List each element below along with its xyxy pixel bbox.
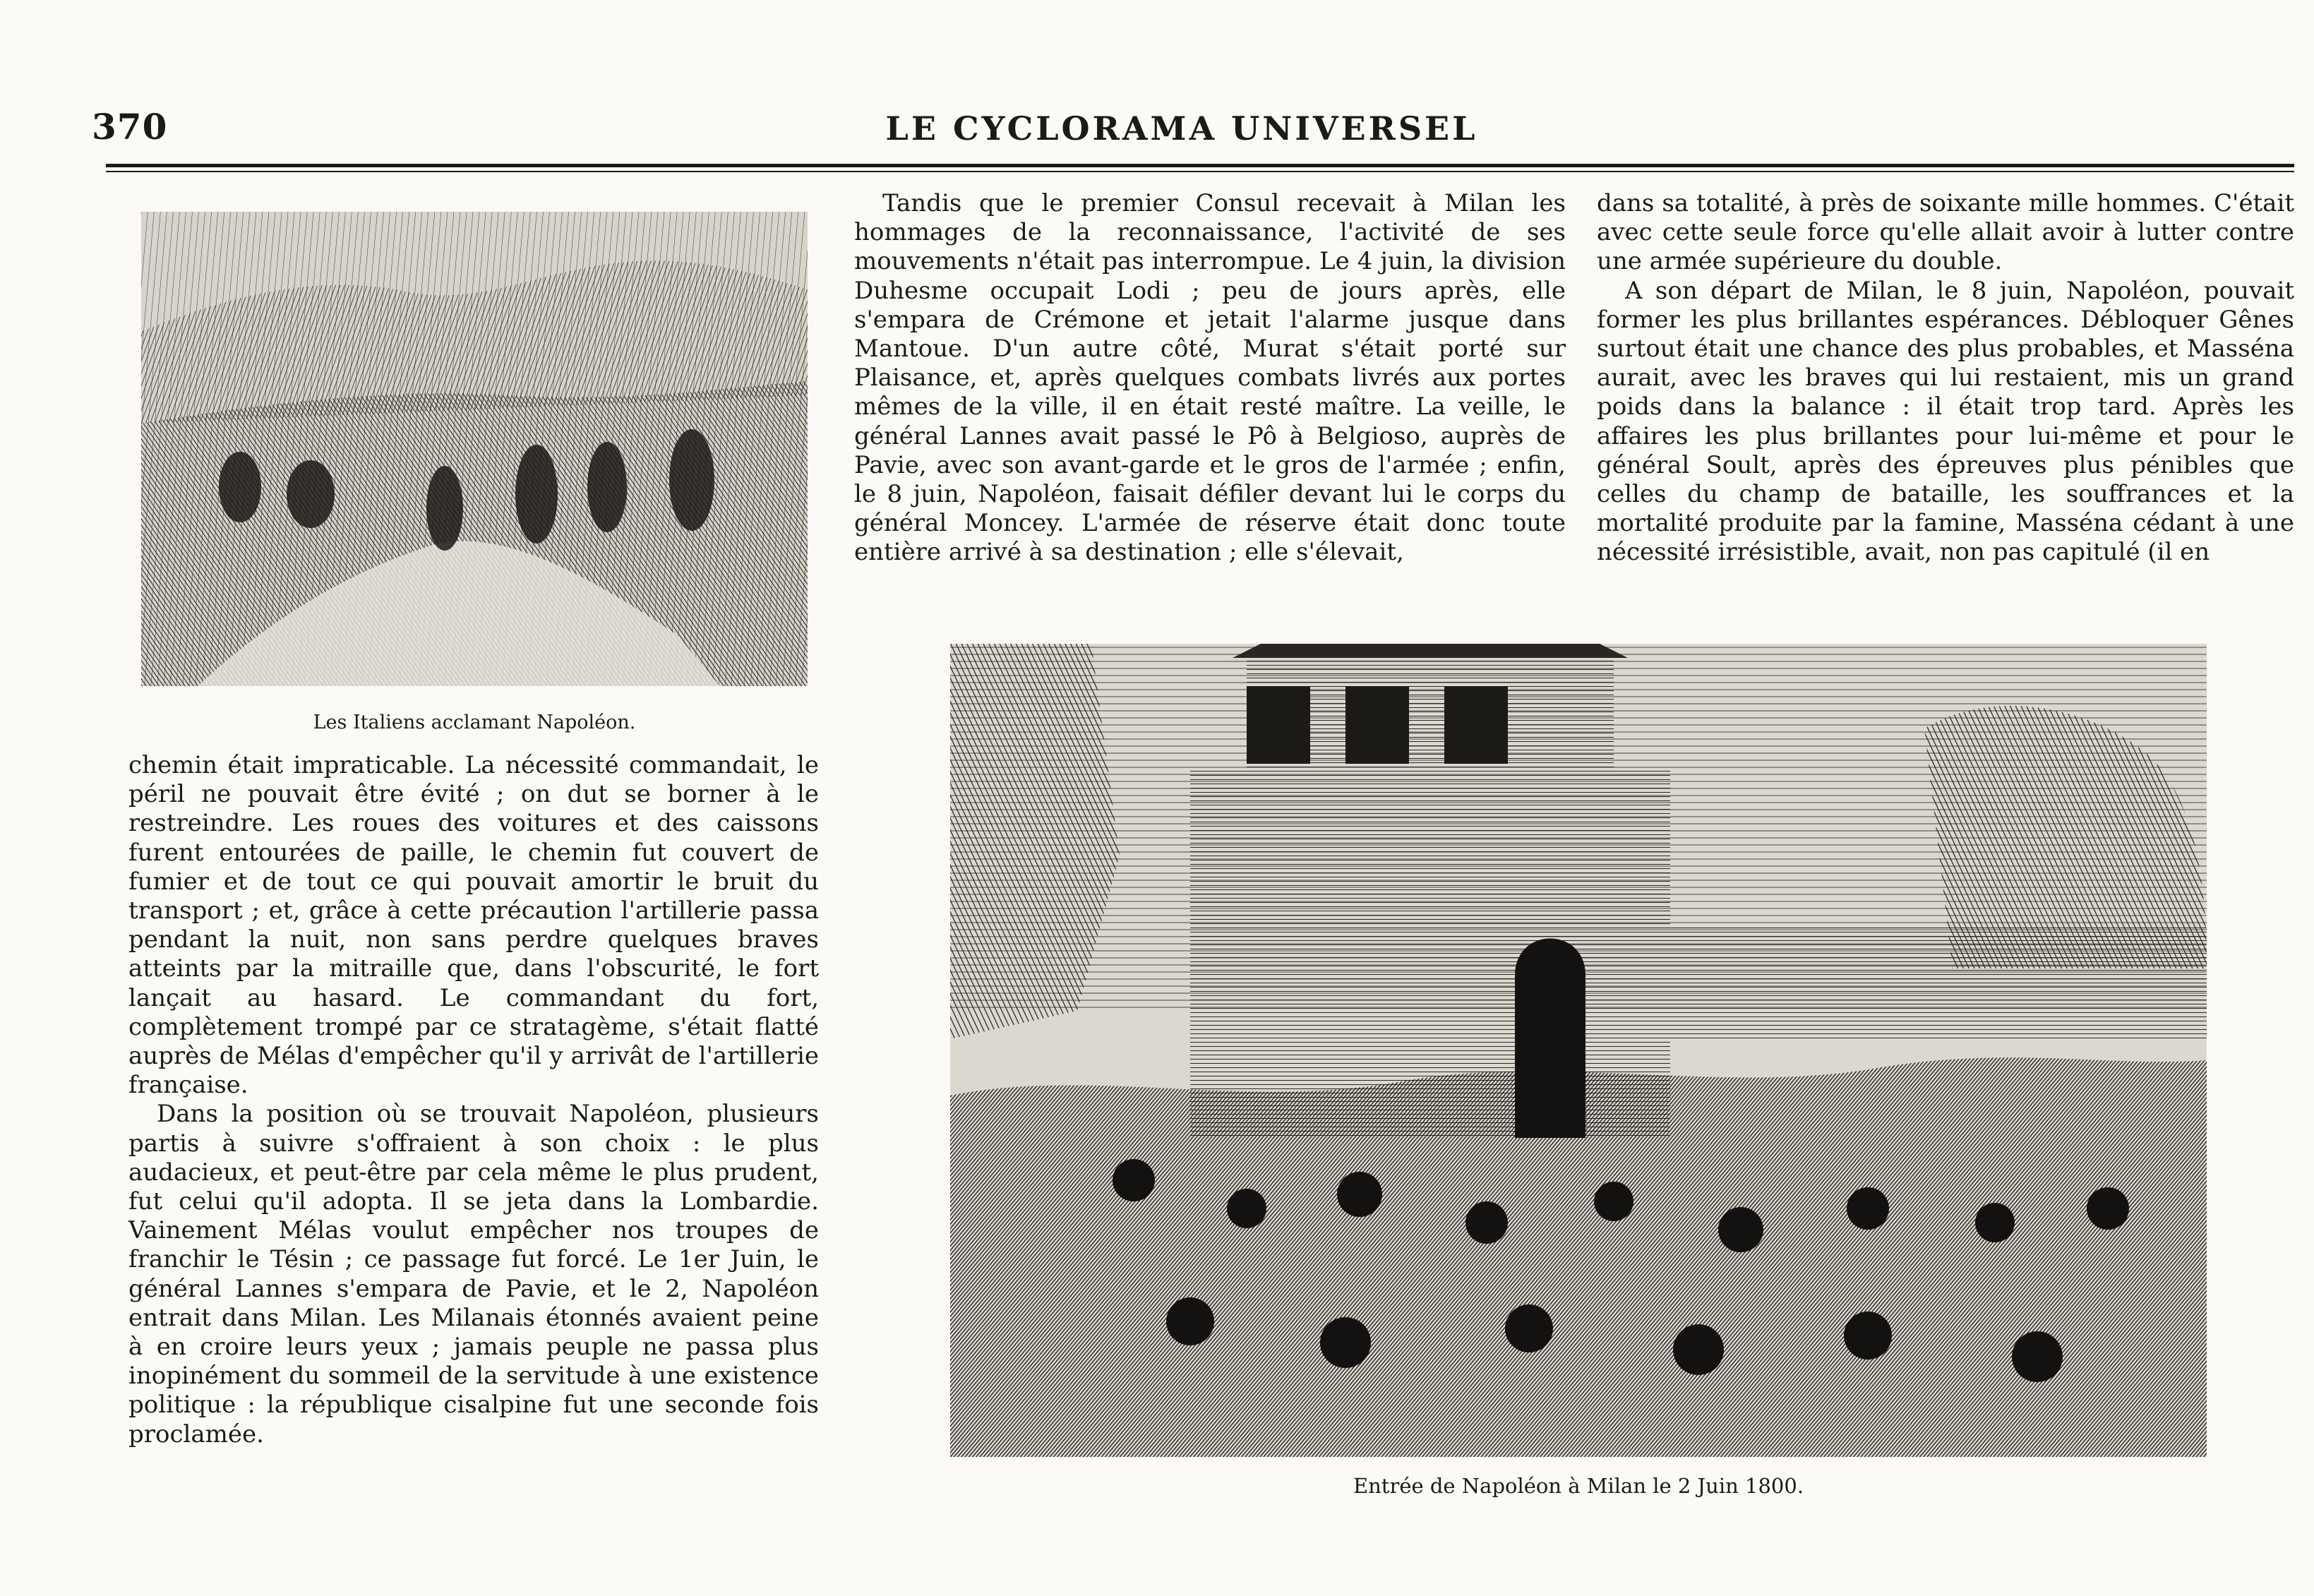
paragraph: Dans la position où se trouvait Napoléon, plusieurs partis à suivre s'offraient à son choix : le plus audacieux, et peut-être par cela même le plus prudent, fut celui qu'il adopta. Il se jeta dans la Lombardie. Vainement Mélas voulut empêcher nos troupes de franchir le Tésin ; ce passage fut forcé. Le 1er Juin, le général Lannes s'empara de Pavie, et le 2, Napoléon entrait dans Milan. Les Milanais étonnés avaient peine à en croire leurs yeux ; jamais peuple ne passa plus inopinément du sommeil de la servitude à une existence politique : la république cisalpine fut une seconde fois proclamée. bbox=[128, 1100, 819, 1448]
figure-caption-large: Entrée de Napoléon à Milan le 2 Juin 1800. bbox=[1353, 1474, 1804, 1498]
paragraph: chemin était impraticable. La nécessité commandait, le péril ne pouvait être évité ; on dut se borner à le restreindre. Les roues des voitures et des caissons furent entourées de paille, le chemin fut couvert de fumier et de tout ce qui pouvait amortir le bruit du transport ; et, grâce à cette précaution l'artillerie passa pendant la nuit, non sans perdre quelques braves atteints par la mitraille que, dans l'obscurité, le fort lançait au hasard. Le commandant du fort, complètement trompé par ce stratagème, s'était flatté auprès de Mélas d'empêcher qu'il y arrivât de l'artillerie française. bbox=[128, 751, 819, 1100]
engraving-italiens-acclamant bbox=[141, 212, 808, 686]
paragraph: dans sa totalité, à près de soixante mille hommes. C'était avec cette seule force qu'elle allait avoir à lutter contre une armée supérieure du double. bbox=[1597, 189, 2294, 276]
column-left bbox=[128, 751, 819, 1449]
column-right bbox=[1597, 189, 2294, 568]
page-number: 370 bbox=[92, 106, 168, 148]
paragraph: Tandis que le premier Consul recevait à Milan les hommages de la reconnaissance, l'activité de ses mouvements n'était pas interrompue. Le 4 juin, la division Duhesme occupait Lodi ; peu de jours après, elle s'empara de Crémone et jetait l'alarme jusque dans Mantoue. D'un autre côté, Murat s'était porté sur Plaisance, et, après quelques combats livrés aux portes mêmes de la ville, il en était resté maître. La veille, le général Lannes avait passé le Pô à Belgioso, auprès de Pavie, avec son avant-garde et le gros de l'armée ; enfin, le 8 juin, Napoléon, faisait défiler devant lui le corps du général Moncey. L'armée de réserve était donc toute entière arrivé à sa destination ; elle s'élevait, bbox=[854, 189, 1566, 567]
paragraph: A son départ de Milan, le 8 juin, Napoléon, pouvait former les plus brillantes espérances. Débloquer Gênes surtout était une chance des plus probables, et Masséna aurait, avec les braves qui lui restaient, mis un grand poids dans la balance : il était trop tard. Après les affaires les plus brillantes pour lui-même et pour le général Soult, après des épreuves plus pénibles que celles du champ de bataille, les souffrances et la mortalité produite par la famine, Masséna cédant à une nécessité irrésistible, avait, non pas capitulé (il en bbox=[1597, 276, 2294, 567]
figure-caption-small: Les Italiens acclamant Napoléon. bbox=[313, 712, 636, 733]
column-middle bbox=[854, 189, 1566, 568]
running-title: LE CYCLORAMA UNIVERSEL bbox=[885, 109, 1478, 148]
engraving-entree-milan bbox=[950, 644, 2207, 1457]
header-rule-thin bbox=[106, 171, 2294, 172]
header-rule bbox=[106, 164, 2294, 167]
